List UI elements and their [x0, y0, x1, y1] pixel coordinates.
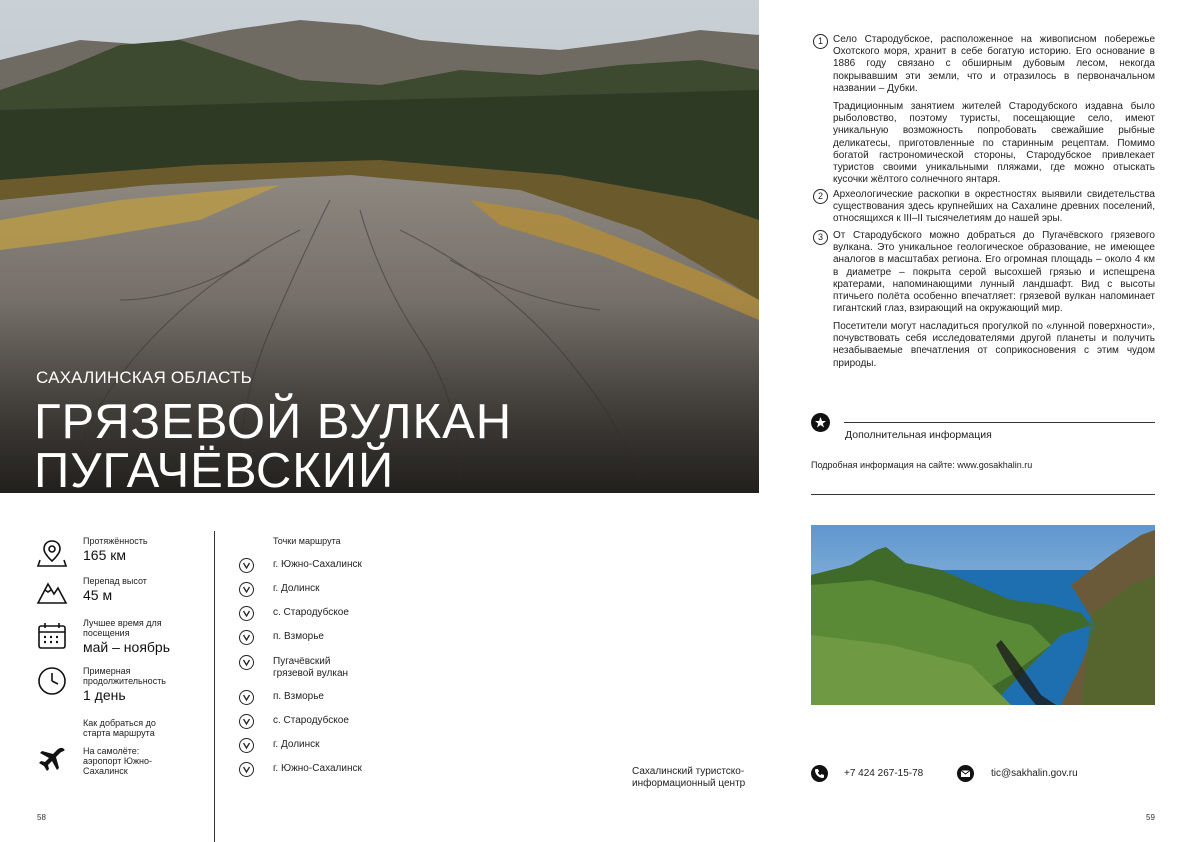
page-title: [34, 395, 513, 498]
divider: [844, 422, 1155, 423]
route-stop-icon: [239, 655, 254, 670]
paragraph-3b: Посетители могут насладиться прогулкой по «лунной поверхности», почувствовать себя исследователями другой планеты и получить незабываемые впечатления от соприкосновения с этим чудом природы.: [833, 321, 1155, 369]
paragraph-1: Село Стародубское, расположенное на живописном побережье Охотского моря, хранит в себе богатую историю. Его основание в 1886 году связано с обширным дубовым лесом, некогда покрывавшим эти земли, что и отразилось в первоначальном названии – Дубки.: [833, 34, 1155, 94]
map-pin-icon: [36, 538, 68, 573]
route-stop-label: г. Долинск: [273, 583, 320, 594]
route-stop-icon: [239, 558, 254, 573]
route-stop-label: с. Стародубское: [273, 715, 349, 726]
clock-icon: [37, 666, 67, 701]
paragraph-2: Археологические раскопки в окрестностях выявили свидетельства существования здесь крупнейших на Сахалине древних поселений, относящихся к III–II тысячелетиям до нашей эры.: [833, 189, 1155, 225]
organization-name-line1: Сахалинский туристско-: [632, 766, 745, 777]
route-stop-icon: [239, 714, 254, 729]
section-number-3: 3: [813, 230, 828, 245]
route-stop-label: г. Долинск: [273, 739, 320, 750]
organization-name-line2: информационный центр: [632, 778, 746, 789]
page-number-right: 59: [1146, 813, 1155, 822]
organization-name: [632, 766, 745, 790]
phone-icon: [811, 765, 828, 782]
route-stop-label: г. Южно-Сахалинск: [273, 763, 362, 774]
extra-info-heading: Дополнительная информация: [845, 429, 992, 441]
paragraph-1b: Традиционным занятием жителей Стародубского издавна было рыболовство, поэтому туристы, посещающие село, имеют уникальную возможность попробовать свежайшие рыбные деликатесы, приготовленные по старинным рецептам. Помимо богатой гастрономической стороны, Стародубское привлекает туристов своими уникальными пляжами, где можно отыскать кусочки жёлтого солнечного янтаря.: [833, 101, 1155, 186]
divider: [811, 494, 1155, 495]
how-to-get-label: Как добраться до старта маршрута: [83, 718, 156, 738]
route-stop-icon: [239, 738, 254, 753]
fact-value-duration: 1 день: [83, 687, 126, 703]
title-line-2: ПУГАЧЁВСКИЙ: [34, 444, 395, 498]
page-number-left: 58: [37, 813, 46, 822]
column-divider: [214, 531, 215, 842]
fact-value-length: 165 км: [83, 547, 126, 563]
how-to-get-text: На самолёте: аэропорт Южно-Сахалинск: [83, 746, 153, 776]
fact-label-season: Лучшее время для посещения: [83, 618, 162, 638]
fact-value-elevation: 45 м: [83, 587, 113, 603]
section-number-2: 2: [813, 189, 828, 204]
region-label: САХАЛИНСКАЯ ОБЛАСТЬ: [36, 368, 253, 387]
fact-label-elevation: Перепад высот: [83, 576, 147, 586]
route-title: Точки маршрута: [273, 536, 341, 546]
route-stop-label: п. Взморье: [273, 631, 324, 642]
route-stop-icon: [239, 606, 254, 621]
coast-photo: [811, 525, 1155, 705]
route-stop-label: с. Стародубское: [273, 607, 349, 618]
mountain-icon: [36, 578, 68, 611]
route-stop-icon: [239, 630, 254, 645]
route-stop-icon: [239, 582, 254, 597]
star-icon: [811, 413, 830, 432]
fact-label-length: Протяжённость: [83, 536, 148, 546]
paragraph-3: От Стародубского можно добраться до Пугачёвского грязевого вулкана. Это уникальное геологическое образование, не имеющее аналогов в масштабах региона. Его огромная площадь – около 4 км в диаметре – покрыта серой высохшей грязью и испещрена кратерами, напоминающими лунный ландшафт. Вид с высоты птичьего полёта особенно впечатляет: грязевой вулкан напоминает гигантский глаз, взирающий на окружающий мир.: [833, 230, 1155, 315]
section-number-1: 1: [813, 34, 828, 49]
route-stop-label: г. Южно-Сахалинск: [273, 559, 362, 570]
title-line-1: ГРЯЗЕВОЙ ВУЛКАН: [34, 395, 513, 449]
extra-info-site[interactable]: Подробная информация на сайте: www.gosakhalin.ru: [811, 460, 1033, 470]
route-stop-label: п. Взморье: [273, 691, 324, 702]
airplane-icon: [37, 746, 67, 781]
phone-number[interactable]: +7 424 267-15-78: [844, 768, 924, 779]
route-stop-icon: [239, 690, 254, 705]
email-icon: [957, 765, 974, 782]
email-address[interactable]: tic@sakhalin.gov.ru: [991, 768, 1078, 779]
calendar-icon: [37, 622, 67, 655]
fact-label-duration: Примерная продолжительность: [83, 666, 166, 686]
route-stop-icon: [239, 762, 254, 777]
route-stop-label: Пугачёвский грязевой вулкан: [273, 656, 349, 679]
fact-value-season: май – ноябрь: [83, 639, 170, 655]
